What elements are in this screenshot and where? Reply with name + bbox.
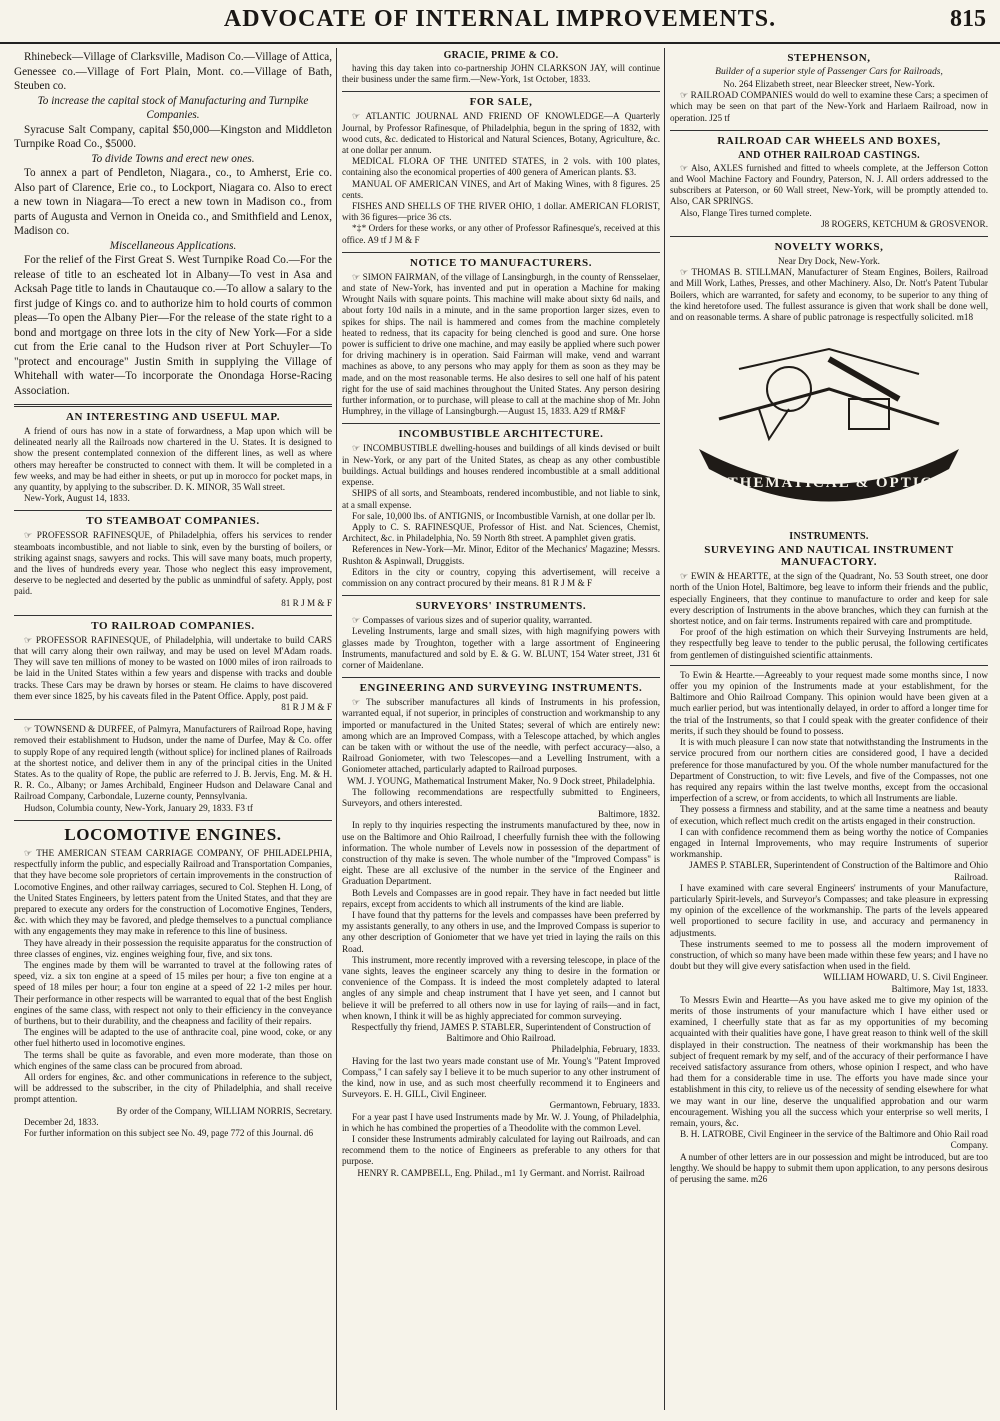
engraving-base — [719, 389, 939, 424]
paragraph: SHIPS of all sorts, and Steamboats, rendered incombustible, and not liable to sink, at a small expense. — [342, 488, 660, 510]
paragraph: Having for the last two years made constant use of Mr. Young's "Patent Improved Compass," I can safely say I believe it to be much superior to any other instrument of the kind, now in use, and as such most cheerfully recommend it to Engineers and Surveyors. E. H. GILL, Civil Engineer. — [342, 1055, 660, 1100]
paragraph: References in New-York—Mr. Minor, Editor of the Mechanics' Magazine; Messrs. Rushton & Aspinwall, Druggists. — [342, 544, 660, 566]
paragraph: Editors in the city or country, copying this advertisement, will receive a commission on any contract procured by their means. 81 R J M & F — [342, 566, 660, 588]
nautical-instruments-ad — [670, 531, 988, 1185]
address: No. 264 Elizabeth street, near Bleecker street, New-York. — [723, 79, 935, 89]
signature: WM. J. YOUNG, Mathematical Instrument Maker, No. 9 Dock street, Philadelphia. — [347, 775, 655, 786]
paragraph: For the relief of the First Great S. West Turnpike Road Co.—For the release of title to an escheated lot in Albany—To vest in Asa and Acksah Page title to lands in Chautauque co.—To allow a salary to the first judge of Kings co. and to authorize him to hold courts of common pleas—To open the Albany Pier—For the release of the state right to a bond and mortgage on three lots in the city of New York—For a side cut from the Erie canal to the Hudson river at Port Schuyler—To "protect and encourage" Justin Smith in supplying the Village of Whitehall with water—To incorporate the Onondaga Horse-Racing Association. — [14, 254, 332, 397]
section-heading: NOTICE TO MANUFACTURERS. — [409, 256, 593, 269]
signature: HENRY R. CAMPBELL, Eng. Philad., m1 1y Germant. and Norrist. Railroad — [357, 1167, 645, 1178]
paragraph: To Ewin & Heartte.—Agreeably to your request made some months since, I now offer you my opinion of the Instruments made at your establishment, for the Baltimore and Ohio Railroad Company. This opinion would have been given at a much earlier period, but was intentionally delayed, in order to afford a longer time for the trial of the Instruments, so that I could speak with the greater confidence of their merits, if such they should be found to possess. — [670, 669, 988, 736]
engineering-instruments-ad — [342, 682, 660, 1179]
section-heading: SURVEYING AND NAUTICAL INSTRUMENT MANUFACTORY. — [704, 544, 954, 569]
paragraph: A number of other letters are in our possession and might be introduced, but are too lengthy. We should be happy to submit them upon application, to any persons desirous of perusing the same. m26 — [670, 1151, 988, 1185]
paragraph: To Messrs Ewin and Heartte—As you have asked me to give my opinion of the merits of those instruments of your manufacture which I have either used or examined, I cheerfully state that as far as my opportunities of my becoming acquainted with their qualities have gone, I have great reason to think well of the skill displayed in their construction. The neatness of their workmanship has been the subject of frequent remark by my self, and of the accuracy of their performance I have received satisfactory assurance from others, whose opinion I respect, and who have had them for a considerable time in use. The efforts you have made since your establishment in this city, to relieve us of the necessity of sending elsewhere for what we may want in our line, deserve the unqualified approbation and our warm encouragement. Wishing you all the success which your enterprise so well merits, I remain, yours, &c. — [670, 994, 988, 1128]
section-heading: STEPHENSON, — [787, 52, 871, 64]
paragraph: ☞ PROFESSOR RAFINESQUE, of Philadelphia, offers his services to render steamboats incombustible, and not liable to sink, even by the bursting of boilers, or striking against snags, sawyers and rocks. This will save many boats, much property, and the lives of hundreds every year. Those who neglect this easy improvement, deserve to be neglected and deserted by the public as unmindful of safety. Apply, post paid. — [14, 530, 332, 597]
ad-code: 81 R J M & F — [281, 597, 332, 608]
section-rule — [342, 677, 660, 678]
masthead-title: ADVOCATE OF INTERNAL IMPROVEMENTS. — [223, 6, 777, 32]
dateline: Baltimore, May 1st, 1833. — [891, 983, 988, 994]
section-rule — [14, 820, 332, 821]
paragraph: For a year past I have used Instruments made by Mr. W. J. Young, of Philadelphia, in which he has combined the properties of a Theodolite with the common Level. — [342, 1111, 660, 1133]
paragraph: ☞ THE AMERICAN STEAM CARRIAGE COMPANY, OF PHILADELPHIA, respectfully inform the public, and especially Railroad and Transportation Companies, that they have become sole proprietors of certain improvements in the construction of Locomotive Engines, and other railway carriages, secured to Col. Stephen H. Long, of the United States Engineers, by letters patent from the United States, and that they are prepared to execute any orders for the construction of Locomotive Engines, Tenders, &c. with which they may be favored, and pledge themselves to a punctual compliance with any engagements they may make in reference to this line of business. — [14, 847, 332, 937]
section-heading: TO STEAMBOAT COMPANIES. — [86, 515, 260, 528]
column-2 — [342, 50, 660, 1410]
signature: J8 ROGERS, KETCHUM & GROSVENOR. — [821, 218, 988, 229]
paragraph: FISHES AND SHELLS OF THE RIVER OHIO, 1 dollar. AMERICAN FLORIST, with 36 figures—price 36 cts. — [342, 201, 660, 223]
engraving-banner-text: MATHEMATICAL & OPTICAL — [699, 475, 959, 492]
incombustible-architecture-ad — [342, 428, 660, 589]
subheading: Miscellaneous Applications. — [109, 239, 237, 252]
ad-code: 81 R J M & F — [281, 702, 332, 713]
section-rule — [14, 404, 332, 407]
paragraph: ☞ TOWNSEND & DURFEE, of Palmyra, Manufacturers of Railroad Rope, having removed their establishment to Hudson, under the name of Durfee, May & Co. offer to supply Rope of any required length (without splice) for inclined planes of Railroads at the shortest notice, and deliver them in any of the principal cities in the United States. As to the quality of Rope, the public are referred to J. B. Jervis, Eng. M. & H. R. R. Co., Albany; or James Archibald, Engineer Hudson and Delaware Canal and Railroad Company, Carbondale, Luzerne county, Pennsylvania. — [14, 724, 332, 802]
section-rule — [342, 595, 660, 596]
paragraph: In reply to thy inquiries respecting the instruments manufactured by thee, now in use on the Baltimore and Ohio Railroad, I cheerfully furnish thee with the following information. The whole number of Levels now in possession of the department of construction of thy make is seven. The whole number of the "Improved Compass" is eight. These are all exclusive of the number in the service of the Engineer and Graduation Department. — [342, 820, 660, 887]
paragraph: ☞ ATLANTIC JOURNAL AND FRIEND OF KNOWLEDGE—A Quarterly Journal, by Professor Rafinesque, of Philadelphia, begun in the spring of 1832, with wood cuts, &c. dedicated to Historical and Natural Sciences, Botany, Agriculture, &c. at one dollar per annum. — [342, 111, 660, 156]
townsend-durfee-ad — [14, 724, 332, 814]
paragraph: ☞ The subscriber manufactures all kinds of Instruments in his profession, warranted equal, if not superior, in principles of construction and workmanship to any imported or manufactured in the United States; several of which are entirely new: among which are an Improved Compass, with a Telescope attached, by which angles can be taken with or without the use of the needle, with perfect accuracy—also, a Railroad Goniometer, with two Telescopes—and a Levelling Instrument, with a Goniometer attached, particularly adapted to Railroad purposes. — [342, 697, 660, 775]
section-rule — [14, 719, 332, 720]
masthead — [0, 0, 1000, 44]
section-rule — [670, 130, 988, 131]
paragraph: ☞ Compasses of various sizes and of superior quality, warranted. — [352, 615, 593, 626]
legislature-applications — [14, 50, 332, 398]
signature: By order of the Company, WILLIAM NORRIS, Secretary. — [116, 1105, 332, 1116]
paragraph: For proof of the high estimation on which their Surveying Instruments are held, they respectfully beg leave to tender to the public perusal, the following certificates from gentlemen of distinguished scientific attainments. — [670, 627, 988, 660]
paragraph: having this day taken into co-partnership JOHN CLARKSON JAY, will continue their business under the same firm.—New-York, 1st October, 1833. — [342, 63, 660, 85]
for-sale-ad — [342, 96, 660, 245]
section-rule — [14, 615, 332, 616]
paragraph: It is with much pleasure I can now state that notwithstanding the Instruments in the service procured from our northern cities are considered good, I have a decided preference for those manufactured by you. Of the whole number manufactured for the Department of Construction, to wit: five Levels, and five of the Compasses, not one has required any repairs within the last twelve months, except from the occasional imperfection of a screw, or from accidents, to which all Instruments are liable. — [670, 737, 988, 804]
column-rule — [664, 48, 665, 1410]
section-rule — [342, 252, 660, 253]
map-notice — [14, 411, 332, 504]
steamboat-notice — [14, 515, 332, 608]
paragraph: A friend of ours has now in a state of forwardness, a Map upon which will be delineated nearly all the Railroads now chartered in the U. States. It is designed to show the present contemplated connexion of the different lines, as well as where others may hereafter be constructed to connect with them. It will be completed in a few weeks, and may be had either in sheets, or put up in morocco for pocket maps, in any quantity, by applying to the subscriber. D. K. MINOR, 35 Wall street. — [14, 426, 332, 493]
section-rule — [670, 236, 988, 237]
subheading: Builder of a superior style of Passenger Cars for Railroads, — [715, 67, 943, 77]
paragraph: For sale, 10,000 lbs. of ANTIGNIS, or Incombustible Varnish, at one dollar per lb. — [352, 510, 656, 521]
column-3 — [670, 50, 988, 1410]
page-number: 815 — [950, 6, 986, 32]
paragraph: The engines will be adapted to the use of anthracite coal, pine wood, coke, or any other fuel hitherto used in locomotive engines. — [14, 1027, 332, 1049]
signature: Hudson, Columbia county, New-York, January 29, 1833. F3 tf — [24, 802, 253, 813]
novelty-works-ad — [670, 241, 988, 323]
railroad-notice — [14, 620, 332, 713]
column-1 — [14, 50, 332, 1410]
paragraph: These instruments seemed to me to possess all the modern improvement of construction, of which so many have been made within these few years; and I have no doubt but they will give every satisfaction when used in the field. — [670, 938, 988, 972]
section-heading: FOR SALE, — [469, 96, 533, 109]
column-rule — [336, 48, 337, 1410]
section-rule — [670, 665, 988, 666]
paragraph: I can with confidence recommend them as being worthy the notice of Companies engaged in Internal Improvements, who may require Instruments of superior workmanship. — [670, 826, 988, 860]
stephenson-ad — [670, 52, 988, 124]
address: Near Dry Dock, New-York. — [778, 256, 880, 267]
paragraph: They have already in their possession the requisite apparatus for the construction of three classes of engines, viz. engines weighing four, five, and six tons. — [14, 937, 332, 959]
signature: JAMES P. STABLER, Superintendent of Construction of the Baltimore and Ohio Railroad. — [689, 860, 988, 882]
section-heading: SURVEYORS' INSTRUMENTS. — [415, 600, 587, 613]
signature: WILLIAM HOWARD, U. S. Civil Engineer. — [823, 972, 988, 983]
paragraph: MEDICAL FLORA OF THE UNITED STATES, in 2 vols. with 100 plates, containing also the economical properties of 400 genera of American plants. $3. — [342, 156, 660, 178]
section-heading: LOCOMOTIVE ENGINES. — [64, 824, 282, 844]
section-heading: ENGINEERING AND SURVEYING INSTRUMENTS. — [359, 682, 643, 695]
paragraph: ☞ EWIN & HEARTTE, at the sign of the Quadrant, No. 53 South street, one door north of the Union Hotel, Baltimore, beg leave to inform their friends and the public, especially Engineers, that they continue to manufacture to order and keep for sale every description of Instruments in the above branches, which they can furnish at the shortest notice, and on fair terms. Instruments repaired with care and promptitude. — [670, 571, 988, 627]
dateline: New-York, August 14, 1833. — [24, 493, 130, 504]
section-heading: TO RAILROAD COMPANIES. — [91, 619, 255, 632]
instruments-engraving — [679, 329, 979, 529]
locomotive-engines-ad — [14, 825, 332, 1139]
paragraph: ☞ THOMAS B. STILLMAN, Manufacturer of Steam Engines, Boilers, Railroad and Mill Work, Lathes, Presses, and other Machinery. Also, Dr. Nott's Patent Tubular Boilers, which are warranted, for safety and economy, to be superior to any thing of the kind heretofore used. The fullest assurance is given that work shall be done well, and on reasonable terms. A share of public patronage is respectfully solicited. m18 — [670, 267, 988, 323]
dateline: Baltimore, 1832. — [597, 809, 660, 820]
paragraph: Syracuse Salt Company, capital $50,000—Kingston and Middleton Turnpike Road Co., $5000. — [14, 123, 332, 150]
signature: B. H. LATROBE, Civil Engineer in the service of the Baltimore and Ohio Rail road Company. — [680, 1129, 988, 1151]
paragraph: ☞ INCOMBUSTIBLE dwelling-houses and buildings of all kinds devised or built in New-York, or any part of the United States, as cheap as any other combustible buildings. Actual buildings and houses rendered incombustible at a small additional expense. — [342, 443, 660, 488]
paragraph: The engines made by them will be warranted to travel at the following rates of speed, viz. a six ton engine at a speed of 15 miles per hour; a five ton engine at a speed of 18 miles per hour; a four ton engine at a speed of 22 1-2 miles per hour. Their performance in other respects will be warranted to equal that of the best English engines of the same class, with respect not only to their efficiency in the conveyance of burthens, but to their durability, and the cheapness and facility of their repairs. — [14, 959, 332, 1026]
section-rule — [342, 91, 660, 92]
paragraph: Also, Flange Tires turned complete. — [680, 207, 812, 218]
section-heading: INCOMBUSTIBLE ARCHITECTURE. — [398, 428, 604, 441]
paragraph: For further information on this subject see No. 49, page 772 of this Journal. d6 — [24, 1127, 314, 1138]
dateline: Germantown, February, 1833. — [549, 1100, 660, 1111]
subheading: To increase the capital stock of Manufacturing and Turnpike Companies. — [37, 94, 309, 121]
paragraph: They possess a firmness and stability, and at the same time a neatness and beauty of execution, which reflect much credit on the artists engaged in their construction. — [670, 804, 988, 826]
paragraph: I consider these Instruments admirably calculated for laying out Railroads, and can recommend them to the notice of Engineers as preferable to any others for that purpose. — [342, 1134, 660, 1167]
paragraph: I have found that thy patterns for the levels and compasses have been preferred by my assistants generally, to any others in use, and the Improved Compass is superior to any other description of Goniometer that we have yet tried in laying the rails on this Road. — [342, 910, 660, 954]
signature: Respectfully thy friend, JAMES P. STABLER, Superintendent of Construction of Baltimore and Ohio Railroad. — [351, 1022, 651, 1044]
paragraph: Leveling Instruments, large and small sizes, with high magnifying powers with glasses made by Troughton, together with a large assortment of Engineering Instruments, manufactured and sold by E. & G. W. BLUNT, 154 Water street, J31 6t corner of Maidenlane. — [342, 626, 660, 670]
paragraph: ☞ PROFESSOR RAFINESQUE, of Philadelphia, will undertake to build CARS that will carry along their own railway, and may be used on level M'Adam roads. They will save ten millions of money to be wasted on 1000 miles of iron railroads to be laid in the United States within a few years and dispense with tracks and double tracks. These Cars may be drawn by horses or steam. He claims to have discovered them ever since 1825, by his caveats filed in the Patent Office. Apply, post paid. — [14, 634, 332, 701]
paragraph: MANUAL OF AMERICAN VINES, and Art of Making Wines, with 8 figures. 25 cents. — [342, 178, 660, 200]
engraving-compass — [759, 409, 789, 439]
section-rule — [14, 510, 332, 511]
paragraph: ☞ RAILROAD COMPANIES would do well to examine these Cars; a specimen of which may be seen on that part of the New-York and Harlaem Railroad, now in operation. J25 tf — [670, 90, 988, 123]
paragraph: Rhinebeck—Village of Clarksville, Madison Co.—Village of Attica, Genessee co.—Village of Fort Plain, Mont. co.—Village of Bath, Steuben co. — [14, 51, 332, 92]
gracie-prime-notice — [342, 50, 660, 85]
section-heading: AN INTERESTING AND USEFUL MAP. — [65, 411, 281, 423]
car-wheels-ad — [670, 135, 988, 230]
paragraph: *‡* Orders for these works, or any other of Professor Rafinesque's, received at this office. A9 tf J M & F — [342, 223, 660, 245]
paragraph: All orders for engines, &c. and other communications in reference to the subject, will be addressed to the subscriber, in the city of Philadelphia, and shall receive prompt attention. — [14, 1071, 332, 1105]
paragraph: ☞ Also, AXLES furnished and fitted to wheels complete, at the Jefferson Cotton and Wool Machine Factory and Foundry, Paterson, N. J. All orders addressed to the subscribers at Paterson, or 60 Wall street, New-York, will be promptly attended to. Also, CAR SPRINGS. — [670, 162, 988, 207]
dateline: Philadelphia, February, 1833. — [551, 1044, 660, 1055]
subheading: To divide Towns and erect new ones. — [91, 152, 255, 165]
section-heading: NOVELTY WORKS, — [774, 241, 884, 254]
engraving-book — [849, 399, 889, 429]
section-rule — [342, 423, 660, 424]
paragraph: This instrument, more recently improved with a reversing telescope, in place of the vane sights, leaves the engineer scarcely any thing to desire in the formation or convenience of the Compass. It is indeed the most completely adapted to lateral angles of any simple and cheap instrument that I have yet seen, and I cannot but believe it will be preferred to all others now in use for laying of rails—and in fact, when known, I think it will be as highly appreciated for common surveying. — [342, 954, 660, 1021]
subheading: AND OTHER RAILROAD CASTINGS. — [738, 149, 920, 161]
paragraph: ☞ SIMON FAIRMAN, of the village of Lansingburgh, in the county of Rensselaer, and state of New-York, has invented and put in operation a Machine for making Wrought Nails with square points. This machine will make about sixty 6d nails, and about forty 10d nails in a minute, and in the same proportion larger sizes, even to spikes for ships. The nail is hammered and comes from the machine completely heated to redness, that its capacity for being clenched is good and sure. One horse power is sufficient to drive one machine, and may easily be applied where such power for driving machinery is in operation. Said Fairman will make, vend and warrant machines as above, to any persons who may apply for them as soon as they may be made, and on the most reasonable terms. He also desires to sell one half of his patent right for the use of said machines throughout the United States. Any person desiring further information, or to purchase, will please to call at the machine shop of Mr. John Humphrey, in the village of Lansingburgh.—August 15, 1833. A29 tf RM&F — [342, 271, 660, 417]
subheading: INSTRUMENTS. — [789, 531, 869, 543]
surveyors-instruments-ad — [342, 600, 660, 671]
paragraph: The terms shall be quite as favorable, and even more moderate, than those on which engines of the same class can be procured from abroad. — [14, 1049, 332, 1071]
paragraph: I have examined with care several Engineers' instruments of your Manufacture, particularly Spirit-levels, and Surveyor's Compasses; and take pleasure in expressing my opinion of the excellence of the workmanship. The parts of the levels appeared well proportioned to secure facility in use, and accuracy and permanency in adjustments. — [670, 882, 988, 938]
paragraph: Both Levels and Compasses are in good repair. They have in fact needed but little repairs, except from accidents to which all instruments of the kind are liable. — [342, 887, 660, 909]
section-heading: GRACIE, PRIME & CO. — [443, 50, 559, 61]
manufacturers-notice — [342, 257, 660, 418]
paragraph: Apply to C. S. RAFINESQUE, Professor of Hist. and Nat. Sciences, Chemist, Architect, &c. in Philadelphia, No. 59 North 8th street. A pamphlet given gratis. — [342, 521, 660, 544]
section-heading: RAILROAD CAR WHEELS AND BOXES, — [717, 134, 941, 147]
paragraph: The following recommendations are respectfully submitted to Engineers, Surveyors, and others interested. — [342, 786, 660, 808]
paragraph: To annex a part of Pendleton, Niagara., co., to Amherst, Erie co. Also part of Clarence, Erie co., to Lockport, Niagara co. Also to erect a new town in Niagara—To erect a new town in Madison co., from parts of Augusta and Vernon in Oneida co., and Smithfield and Lenox, Madison co. — [14, 167, 332, 237]
dateline: December 2d, 1833. — [24, 1116, 99, 1127]
